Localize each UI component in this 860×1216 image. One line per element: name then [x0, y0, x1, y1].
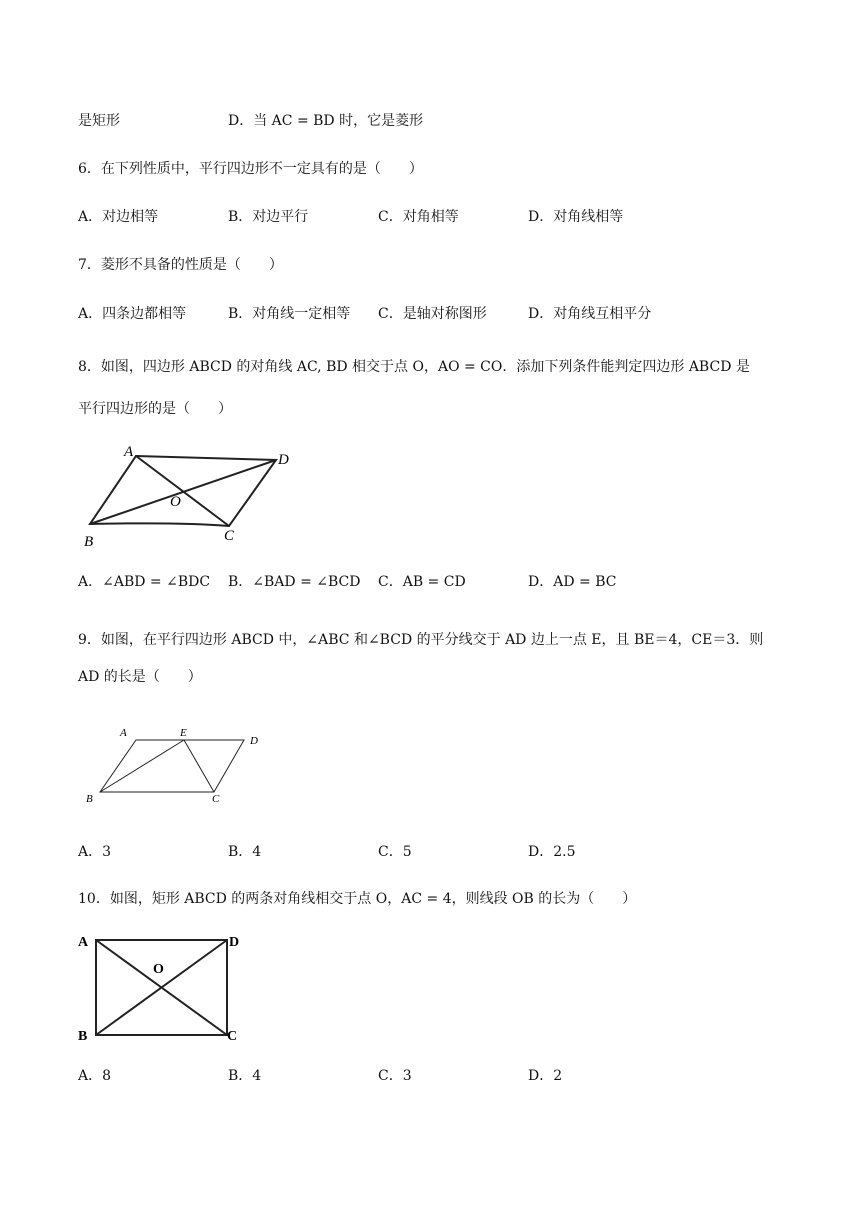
q8-label-c: C [224, 528, 235, 544]
q9-label-d: D [250, 735, 258, 747]
q5-option-d: D．当 AC = BD 时，它是菱形 [228, 113, 424, 129]
q9-option-c: C．5 [378, 844, 412, 860]
q10-option-b: B．4 [228, 1068, 262, 1084]
q8-option-a: A．∠ABD = ∠BDC [78, 574, 211, 590]
q10-label-b: B [78, 1029, 88, 1044]
q6-option-b: B．对边平行 [228, 209, 309, 225]
q8-option-b: B．∠BAD = ∠BCD [228, 574, 361, 590]
q9-label-a: A [120, 727, 127, 739]
q8-option-d: D．AD = BC [528, 574, 617, 590]
q8-label-d: D [278, 452, 289, 468]
q9-label-e: E [180, 727, 187, 739]
q8-figure [80, 440, 320, 550]
q6-option-a: A．对边相等 [78, 209, 159, 225]
q8-option-c: C．AB = CD [378, 574, 466, 590]
q8-stem-line1: 8．如图，四边形 ABCD 的对角线 AC, BD 相交于点 O，AO = CO．添加下列条件能判定四边形 ABCD 是 [78, 359, 750, 375]
q7-option-d: D．对角线互相平分 [528, 306, 652, 322]
q9-label-c: C [212, 793, 220, 805]
q10-figure [76, 928, 256, 1048]
q7-option-a: A．四条边都相等 [78, 306, 187, 322]
q9-option-d: D．2.5 [528, 844, 576, 860]
q6-stem: 6．在下列性质中，平行四边形不一定具有的是（ ） [78, 161, 423, 177]
q10-label-a: A [78, 935, 89, 950]
q9-figure [80, 722, 280, 812]
q7-option-c: C．是轴对称图形 [378, 306, 487, 322]
q10-option-a: A．8 [78, 1068, 112, 1084]
q10-label-c: C [227, 1029, 238, 1044]
q9-option-b: B．4 [228, 844, 262, 860]
q8-label-b: B [84, 534, 94, 550]
q7-stem: 7．菱形不具备的性质是（ ） [78, 257, 283, 273]
q10-stem: 10．如图，矩形 ABCD 的两条对角线相交于点 O，AC = 4，则线段 OB 的长为（ ） [78, 891, 637, 907]
q9-stem-line1: 9．如图，在平行四边形 ABCD 中，∠ABC 和∠BCD 的平分线交于 AD 边上一点 E，且 BE＝4，CE＝3．则 [78, 632, 764, 648]
q8-stem-line2: 平行四边形的是（ ） [78, 401, 232, 417]
q7-option-b: B．对角线一定相等 [228, 306, 351, 322]
q6-option-c: C．对角相等 [378, 209, 459, 225]
q6-option-d: D．对角线相等 [528, 209, 624, 225]
q8-label-a: A [124, 444, 134, 460]
q5-tail-prefix: 是矩形 [78, 113, 120, 129]
q10-label-o: O [153, 962, 164, 977]
q10-option-c: C．3 [378, 1068, 412, 1084]
q10-label-d: D [229, 935, 240, 950]
q8-label-o: O [170, 494, 181, 510]
q9-stem-line2: AD 的长是（ ） [78, 669, 202, 685]
q9-option-a: A．3 [78, 844, 112, 860]
q9-label-b: B [86, 793, 93, 805]
q10-option-d: D．2 [528, 1068, 563, 1084]
